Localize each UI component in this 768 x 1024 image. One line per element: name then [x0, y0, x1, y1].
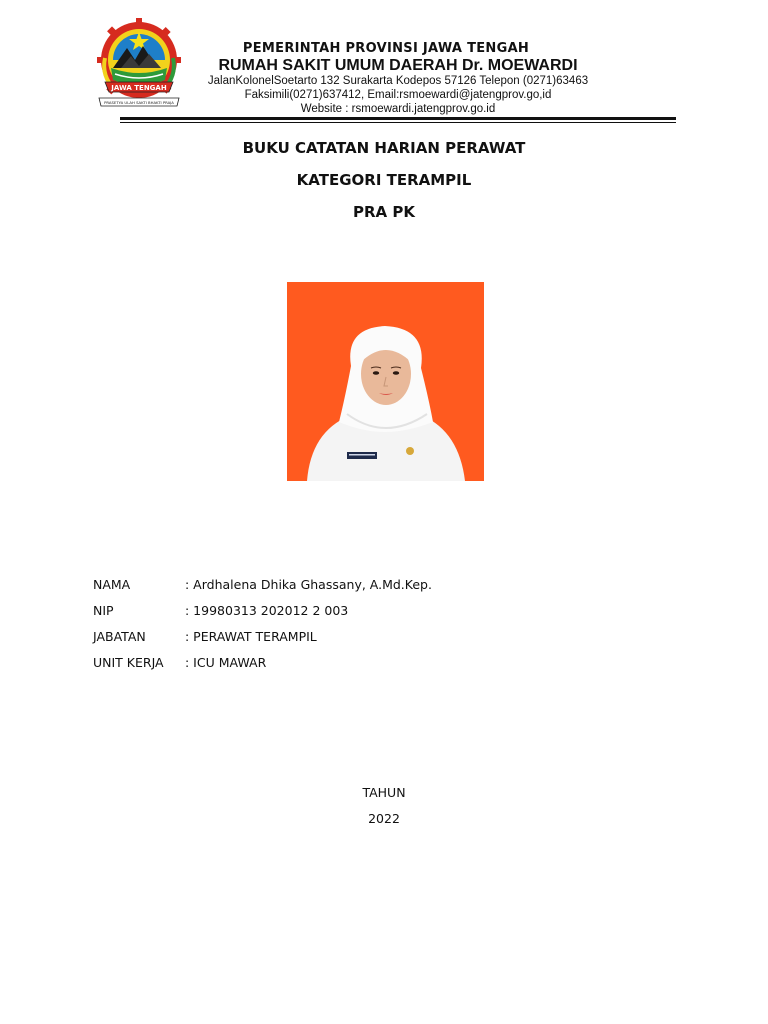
letterhead-divider-thick: [120, 117, 676, 120]
profile-photo: [287, 282, 484, 481]
info-value: : ICU MAWAR: [185, 655, 267, 670]
document-title: BUKU CATATAN HARIAN PERAWAT: [242, 139, 526, 157]
logo-motto: PRASETYA ULAH SAKTI BHAKTI PRAJA: [104, 100, 174, 105]
info-row-unit-kerja: [93, 655, 593, 673]
letterhead-hospital-name: RUMAH SAKIT UMUM DAERAH Dr. MOEWARDI: [218, 57, 578, 74]
info-value: : 19980313 202012 2 003: [185, 603, 349, 618]
year-label: TAHUN: [362, 785, 406, 800]
info-value: : PERAWAT TERAMPIL: [185, 629, 317, 644]
letterhead-divider-thin: [120, 122, 676, 123]
province-emblem-logo: [91, 18, 187, 110]
letterhead-government: PEMERINTAH PROVINSI JAWA TENGAH: [242, 41, 530, 56]
logo-text: JAWA TENGAH: [111, 84, 167, 92]
letterhead-website: Website : rsmoewardi.jatengprov.go.id: [300, 103, 496, 115]
info-label: NAMA: [93, 577, 131, 592]
letterhead-address: JalanKolonelSoetarto 132 Surakarta Kodepos 57126 Telepon (0271)63463: [207, 75, 589, 87]
year-value: 2022: [368, 811, 400, 826]
info-row-nip: [93, 603, 593, 621]
info-label: JABATAN: [93, 629, 146, 644]
document-category: KATEGORI TERAMPIL: [296, 171, 472, 189]
document-level: PRA PK: [353, 203, 415, 221]
info-label: NIP: [93, 603, 114, 618]
info-label: UNIT KERJA: [93, 655, 164, 670]
info-row-jabatan: [93, 629, 593, 647]
info-row-nama: [93, 577, 593, 595]
info-value: : Ardhalena Dhika Ghassany, A.Md.Kep.: [185, 577, 432, 592]
letterhead-fax-email: Faksimili(0271)637412, Email:rsmoewardi@jatengprov.go,id: [244, 89, 552, 101]
